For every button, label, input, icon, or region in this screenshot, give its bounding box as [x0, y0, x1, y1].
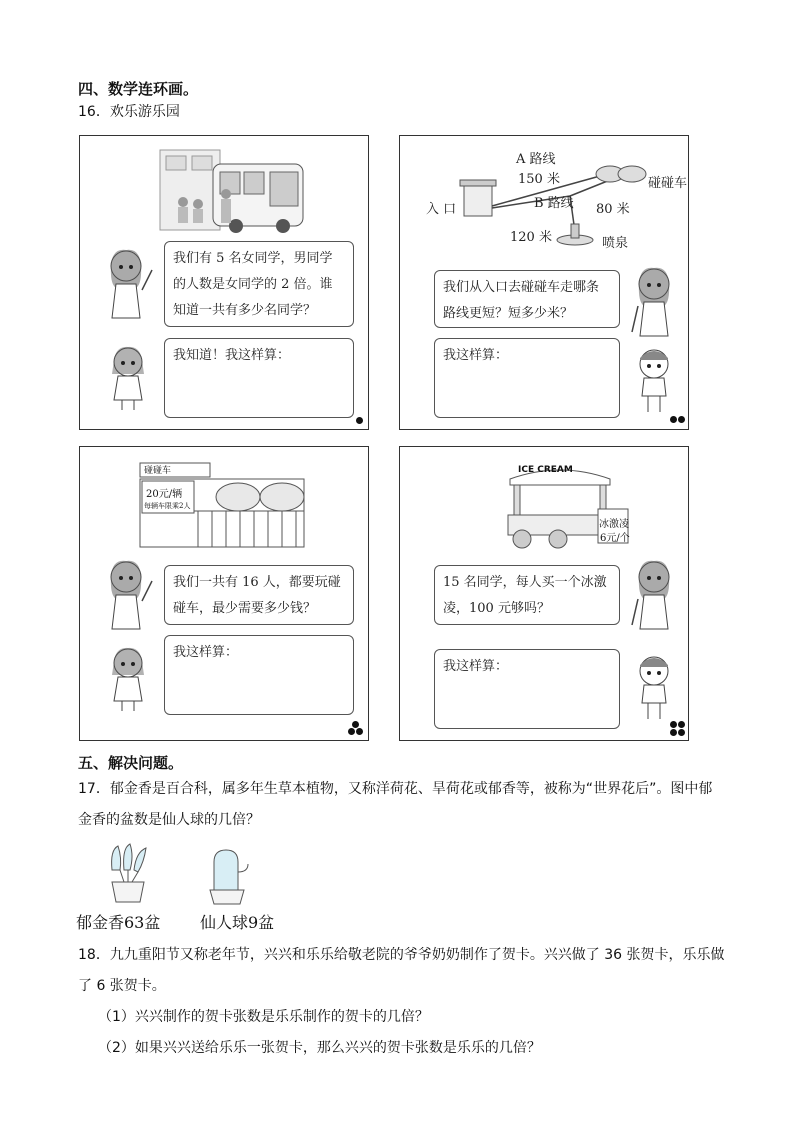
question-18-line1: 18．九九重阳节又称老年节，兴兴和乐乐给敬老院的爷爷奶奶制作了贺卡。兴兴做了 36 张贺卡，乐乐做 — [78, 947, 725, 963]
question-16-title: 16．欢乐游乐园 — [78, 104, 180, 120]
section-4-title: 四、数学连环画。 — [78, 80, 199, 98]
answer-bubble: 我这样算： — [164, 635, 354, 715]
student-boy-avatar — [632, 653, 678, 721]
section-5-title: 五、解决问题。 — [78, 754, 184, 772]
comic-panel-4 — [399, 446, 689, 741]
question-17-line2: 金香的盆数是仙人球的几倍？ — [78, 812, 260, 828]
comic-panel-2 — [399, 135, 689, 430]
teacher-girl-avatar — [628, 559, 680, 637]
question-bubble: 我们有 5 名女同学，男同学的人数是女同学的 2 倍。谁知道一共有多少名同学？ — [164, 241, 354, 327]
question-18-sub1: （1）兴兴制作的贺卡张数是乐乐制作的贺卡的几倍？ — [98, 1009, 429, 1025]
student-girl-avatar — [106, 645, 152, 713]
entrance-label: 入 口 — [426, 202, 457, 217]
teacher-girl-avatar — [628, 266, 680, 344]
booth-heading: 碰碰车 — [144, 466, 172, 476]
question-17-line1: 17．郁金香是百合科，属多年生草本植物，又称洋荷花、旱荷花或郁香等，被称为“世界花后”。图中郁 — [78, 781, 713, 797]
answer-bubble: 我这样算： — [434, 649, 620, 729]
price-sign-text: 20元/辆 — [146, 489, 183, 500]
distance-120-label: 120 米 — [510, 230, 552, 245]
student-boy-avatar — [632, 346, 678, 414]
question-18-line2: 了 6 张贺卡。 — [78, 978, 166, 994]
distance-80-label: 80 米 — [596, 202, 630, 217]
fountain-label: 喷泉 — [602, 236, 629, 251]
bus-scene-illustration — [158, 142, 308, 234]
limit-sign-text: 每辆车限乘2人 — [144, 502, 191, 510]
comic-panel-1 — [79, 135, 369, 430]
question-18-sub2: （2）如果兴兴送给乐乐一张贺卡，那么兴兴的贺卡张数是乐乐的几倍？ — [98, 1040, 541, 1056]
comic-panel-3 — [79, 446, 369, 741]
route-a-label: A 路线 — [516, 152, 556, 167]
tulip-pot-illustration — [98, 840, 158, 906]
question-bubble: 我们从入口去碰碰车走哪条路线更短？短多少米？ — [434, 270, 620, 328]
ice-cream-sign-line1: 冰激凌 — [599, 519, 629, 530]
answer-bubble: 我知道！我这样算： — [164, 338, 354, 418]
route-b-label: B 路线 — [534, 196, 574, 211]
cactus-pot-illustration — [200, 846, 256, 906]
distance-150-label: 150 米 — [518, 172, 560, 187]
ice-cream-sign-line2: 6元/个 — [600, 533, 630, 544]
answer-bubble: 我这样算： — [434, 338, 620, 418]
cactus-count-label: 仙人球9盆 — [200, 913, 275, 932]
tulip-count-label: 郁金香63盆 — [76, 913, 161, 932]
teacher-girl-avatar — [102, 248, 154, 326]
ice-cream-cart-sign: ICE CREAM — [518, 465, 573, 475]
student-girl-avatar — [106, 344, 152, 412]
question-bubble: 15 名同学，每人买一个冰激凌，100 元够吗？ — [434, 565, 620, 625]
bumper-car-label: 碰碰车 — [648, 176, 688, 191]
question-bubble: 我们一共有 16 人，都要玩碰碰车，最少需要多少钱？ — [164, 565, 354, 625]
teacher-girl-avatar — [102, 559, 154, 637]
